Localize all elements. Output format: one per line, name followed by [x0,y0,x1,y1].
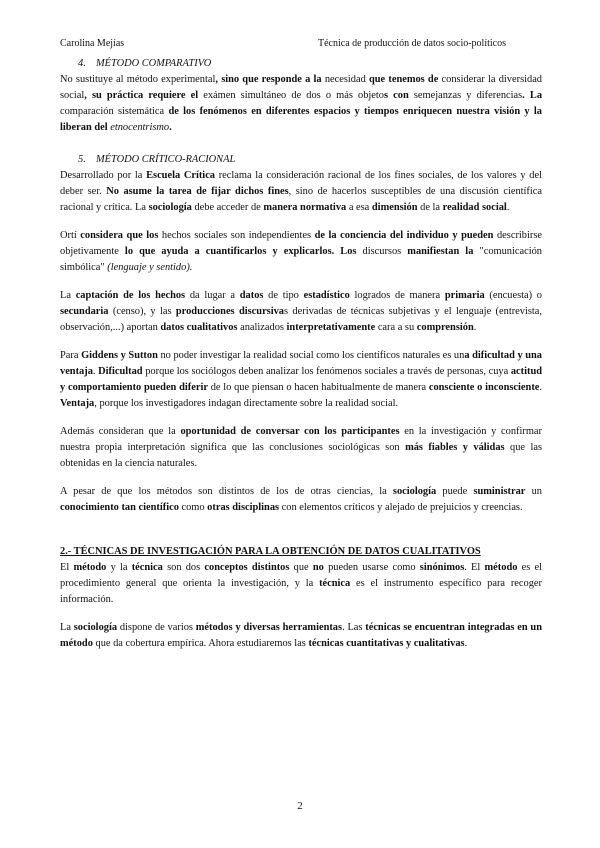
bold-text: sociología [148,202,192,213]
bold-text: conceptos distintos [204,562,290,573]
text-run: de lo que piensan o hacen habitualmente de manera [207,382,429,393]
italic-text: etnocentrismo [110,122,170,133]
chapter-heading: 2.- TÉCNICAS DE INVESTIGACIÓN PARA LA OBTENCIÓN DE DATOS CUALITATIVOS [60,546,481,557]
text-run: cara a su [375,322,417,333]
paragraph [60,620,542,652]
bold-text: oportunidad de conversar con los participantes [180,426,400,437]
header-author: Carolina Mejías [60,38,125,49]
text-run: y la [106,562,132,573]
bold-text: , sino que responde a la [215,74,325,85]
italic-text: (lenguaje y sentido). [104,262,193,273]
text-run: de tipo [263,290,304,301]
text-run: con elementos críticos y alejado de prejuicios y creencias. [279,502,523,513]
bold-text: secundaria [60,306,109,317]
bold-text: captación de los hechos [75,290,186,301]
bold-text: técnicas cuantitativas y cualitativas [308,638,465,649]
text-run: es el instrumento específico para recoger información. [60,578,542,605]
bold-text: de los fenómenos en diferentes espacios y tiempos enriquecen nuestra visión y la liberan del [60,106,543,133]
bold-text: de la conciencia del individuo y pueden [311,230,497,241]
text-run: Además consideran que la [60,426,181,437]
text-run: describirse objetivamente [60,230,542,257]
bold-text: s con [383,90,414,101]
bold-text: No asume la tarea de fijar dichos fines [106,186,289,197]
bold-text: otras disciplinas [207,502,280,513]
text-run: s derivadas de técnicas subjetivas y el lenguaje (entrevista, observación,...) aportan [60,306,542,333]
text-run: . [539,382,542,393]
bold-text: datos cualitativos [160,322,238,333]
paragraph [60,288,542,336]
bold-text: producciones discursiva [175,306,285,317]
bold-text: interpretativamente [286,322,376,333]
paragraph [60,560,542,608]
bold-text: manifiestan la [401,246,480,257]
text-run: . [473,322,477,333]
text-run: a esa [346,202,372,213]
bold-text: Dificultad [98,366,143,377]
bold-text: que tenemos de [365,74,442,85]
bold-text: técnicas se encuentran integradas en un método [60,622,542,649]
paragraph [60,348,542,412]
bold-text: sinónimos [419,562,465,573]
text-run: no poder investigar la realidad social como los científicos naturales es un [157,350,465,361]
bold-text: sociología [73,622,118,633]
text-run: un [525,486,542,497]
bold-text: más fiables y válidas [405,442,505,453]
text-run: . [506,202,510,213]
bold-text: . [169,122,172,133]
bold-text: método [484,562,518,573]
bold-text: sociología [392,486,437,497]
paragraph [60,168,542,216]
text-run: . El [464,562,485,573]
text-run: (censo), y las [108,306,176,317]
text-run: da lugar a [185,290,240,301]
text-run: , sino de hacerlos susceptibles de una discusión científica racional y crítica. La [60,186,542,213]
text-run: . [92,366,99,377]
text-run: comparación sistemática [60,106,165,117]
bold-text: técnica [131,562,163,573]
paragraph [60,72,542,136]
text-run: analizados [237,322,287,333]
page-number: 2 [297,800,303,812]
text-run: en la investigación y confirmar nuestra propia interpretación significa que las conclusiones sociológicas son [60,426,543,453]
bold-text: métodos y diversas herramientas [195,622,343,633]
text-run: que da cobertura empírica. Ahora estudiaremos las [92,638,309,649]
text-run: logrados de manera [349,290,445,301]
text-run: que las obtenidas en la ciencia naturales. [60,442,543,469]
bold-text: técnica [319,578,351,589]
bold-text: manera normativa [263,202,347,213]
section-heading-4: 4. MÉTODO COMPARATIVO [78,58,212,69]
bold-text: conocimiento tan científico [60,502,179,513]
text-run: puede [436,486,474,497]
bold-text: realidad social [442,202,507,213]
bold-text: considera que los [76,230,162,241]
bold-text: suministrar [473,486,526,497]
bold-text: comprensión [416,322,474,333]
bold-text: datos [239,290,264,301]
document-body [60,56,542,652]
bold-text: primaria [444,290,485,301]
text-run: considerar la diversidad social [60,74,543,101]
text-run: A pesar de que los métodos son distintos de los de otras ciencias, la [60,486,393,497]
paragraph [60,228,542,276]
bold-text: Escuela Crítica [146,170,216,181]
bold-text: dimensión [371,202,418,213]
text-run: . Las [342,622,366,633]
text-run: reclama la consideración racional de los fines sociales, de los valores y del deber ser. [60,170,542,197]
paragraph [60,424,542,472]
text-run: Ortí [60,230,77,241]
text-run: . [464,638,468,649]
bold-text: Ventaja [60,398,95,409]
header-course: Técnica de producción de datos socio-políticos [318,38,506,49]
text-run: Desarrollado por la [60,170,147,181]
text-run: semejanzas y diferencias [413,90,523,101]
text-run: La [60,622,74,633]
text-run: porque los sociólogos deben analizar los fenómenos sociales a través de personas, cuya [142,366,511,377]
text-run: hechos sociales son independientes [161,230,312,241]
text-run: necesidad [324,74,366,85]
text-run: "comunicación simbólica" [60,246,542,273]
bold-text: . La [522,90,543,101]
bold-text: estadístico [303,290,350,301]
text-run: , porque los investigadores indagan directamente sobre la realidad social. [94,398,399,409]
text-run: La [60,290,76,301]
text-run: Para [60,350,82,361]
text-run: son dos [162,562,205,573]
bold-text: lo que ayuda a cuantificarlos y explicarlos. Los [118,246,363,257]
text-run: como [178,502,208,513]
text-run: es el procedimiento general que orienta la investigación, y la [60,562,543,589]
paragraph [60,484,542,516]
text-run: exámen simultáneo de dos o más objeto [203,90,384,101]
text-run: que [289,562,313,573]
section-heading-5: 5. MÉTODO CRÍTICO-RACIONAL [78,154,236,165]
text-run: dispone de varios [117,622,196,633]
text-run: debe acceder de [191,202,264,213]
bold-text: método [73,562,107,573]
bold-text: a dificultad y una ventaja [60,350,542,377]
bold-text: actitud y comportamiento pueden diferir [60,366,543,393]
text-run: El [60,562,74,573]
bold-text: no [312,562,324,573]
text-run: de la [417,202,443,213]
text-run: (encuesta) o [484,290,542,301]
text-run: discursos [362,246,402,257]
bold-text: Giddens y Sutton [81,350,158,361]
text-run: No sustituye al método experimental [60,74,216,85]
bold-text: consciente o inconsciente [428,382,540,393]
text-run: pueden usarse como [323,562,420,573]
bold-text: , su práctica requiere el [84,90,204,101]
